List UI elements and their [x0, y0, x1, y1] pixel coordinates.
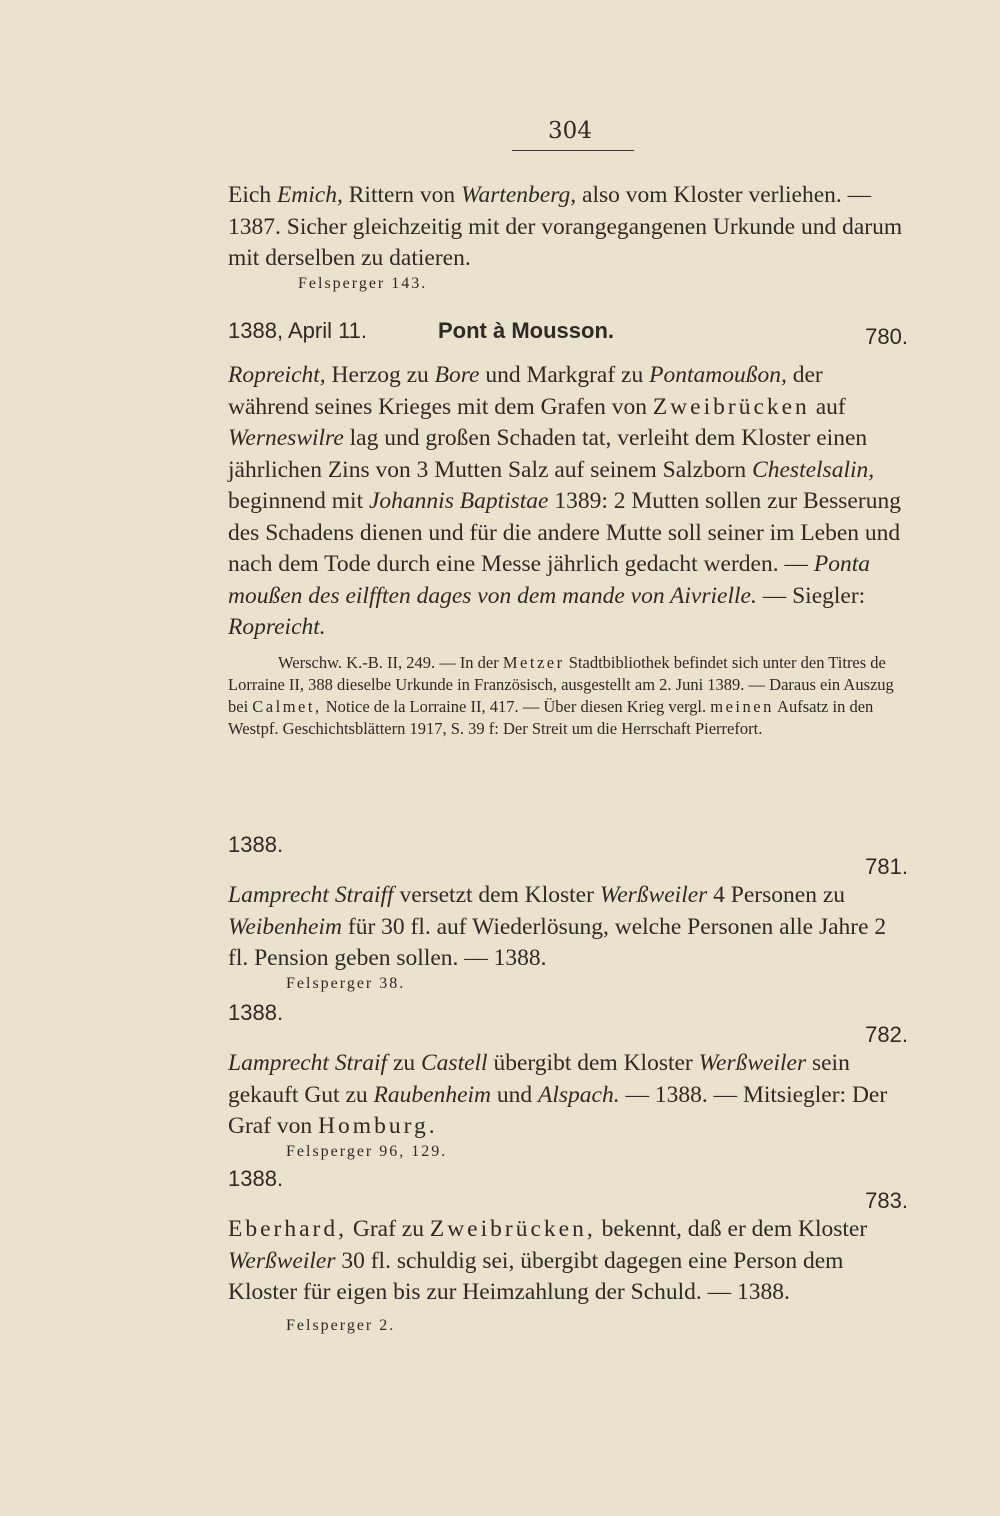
entry-781: [228, 832, 908, 993]
entry-780-note: Werschw. K.-B. II, 249. — In der Metzer Stadtbibliothek befindet sich unter den Titres de Lorraine II, 388 dieselbe Urkunde in Französisch, ausgestellt am 2. Juni 1389. — Daraus ein Auszug bei Calmet, Notice de la Lorraine II, 417. — Über diesen Krieg vergl. meinen Aufsatz in den Westpf. Geschichtsblättern 1917, S. 39 f: Der Streit um die Herrschaft Pierrefort.: [228, 652, 894, 738]
entry-781-date: 1388.: [228, 832, 284, 857]
entry-780: [228, 318, 908, 740]
entry-781-source: Felsperger 38.: [286, 974, 406, 992]
intro-paragraph: Eich Emich, Rittern von Wartenberg, also vom Kloster verliehen. — 1387. Sicher gleichzeitig mit der vorangegangenen Urkunde und darum mit derselben zu datieren.: [228, 182, 903, 271]
entry-783-text: Eberhard, Graf zu Zweibrücken, bekennt, daß er dem Kloster Werßweiler 30 fl. schuldig sei, übergibt dagegen eine Person dem Kloster für eigen bis zur Heimzahlung der Schuld. — 1388.: [228, 1216, 868, 1305]
page-number: 304: [548, 118, 592, 144]
entry-781-number: 781.: [865, 854, 908, 879]
entry-782-text: Lamprecht Straif zu Castell übergibt dem Kloster Werßweiler sein gekauft Gut zu Raubenheim und Alspach. — 1388. — Mitsiegler: Der Graf von Homburg.: [228, 1050, 888, 1139]
entry-782-date: 1388.: [228, 1000, 284, 1025]
entry-783-date: 1388.: [228, 1166, 284, 1191]
entry-780-number: 780.: [865, 324, 908, 349]
entry-782-source: Felsperger 96, 129.: [286, 1142, 448, 1160]
intro-section: [228, 180, 908, 293]
entry-783-number: 783.: [865, 1188, 908, 1213]
entry-781-heading: [228, 832, 908, 880]
entry-783-heading: [228, 1166, 908, 1214]
entry-780-heading: [228, 318, 908, 352]
entry-780-date: 1388, April 11.: [228, 318, 368, 343]
entry-782-heading: [228, 1000, 908, 1048]
entry-782: [228, 1000, 908, 1161]
entry-782-number: 782.: [865, 1022, 908, 1047]
entry-780-text: Ropreicht, Herzog zu Bore und Markgraf zu Pontamoußon, der während seines Krieges mit dem Grafen von Zweibrücken auf Werneswilre lag und großen Schaden tat, verleiht dem Kloster einen jährlichen Zins von 3 Mutten Salz auf seinem Salzborn Chestelsalin, beginnend mit Johannis Baptistae 1389: 2 Mutten sollen zur Besserung des Schadens dienen und für die andere Mutte soll seiner im Leben und nach dem Tode durch eine Messe jährlich gedacht werden. — Ponta moußen des eilfften dages von dem mande von Aivrielle. — Siegler: Ropreicht.: [228, 362, 901, 640]
intro-source: Felsperger 143.: [298, 274, 428, 292]
entry-780-place: Pont à Mousson.: [438, 318, 614, 343]
page-number-rule: [512, 150, 634, 151]
entry-783: [228, 1166, 908, 1335]
entry-783-source: Felsperger 2.: [286, 1316, 396, 1334]
entry-781-text: Lamprecht Straiff versetzt dem Kloster Werßweiler 4 Personen zu Weibenheim für 30 fl. auf Wiederlösung, welche Personen alle Jahre 2 fl. Pension geben sollen. — 1388.: [228, 882, 887, 971]
